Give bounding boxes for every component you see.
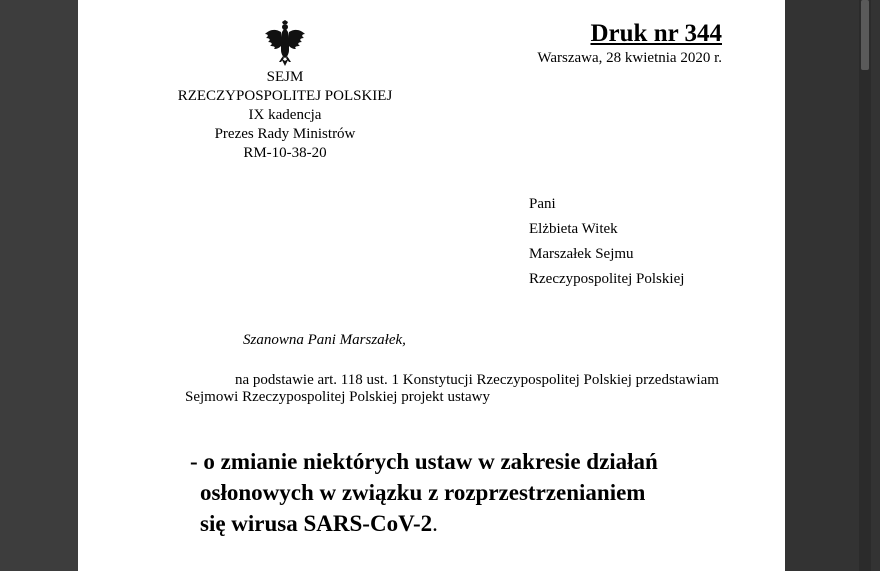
sender-term: IX kadencja xyxy=(248,107,322,123)
addressee-line-4: Rzeczypospolitej Polskiej xyxy=(529,271,685,287)
eagle-emblem-icon xyxy=(263,20,307,66)
vertical-scrollbar[interactable] xyxy=(859,0,871,571)
addressee-line-2: Elżbieta Witek xyxy=(529,221,618,237)
body-paragraph-line-1: na podstawie art. 118 ust. 1 Konstytucji Rzeczypospolitej Polskiej przedstawiam xyxy=(235,372,719,388)
scrollbar-thumb[interactable] xyxy=(861,0,869,70)
bill-title-period: . xyxy=(432,511,438,536)
addressee-line-1: Pani xyxy=(529,196,556,212)
sender-sejm: SEJM xyxy=(266,69,304,85)
bill-title-line-1: - o zmianie niektórych ustaw w zakresie działań xyxy=(190,449,658,474)
body-paragraph-line-2: Sejmowi Rzeczypospolitej Polskiej projekt ustawy xyxy=(185,389,490,405)
sender-office: Prezes Rady Ministrów xyxy=(214,126,356,142)
bill-title-line-3-text: się wirusa SARS-CoV-2 xyxy=(200,511,433,536)
print-number: Druk nr 344 xyxy=(590,20,722,47)
sender-republic: RZECZYPOSPOLITEJ POLSKIEJ xyxy=(177,88,393,104)
sender-reference: RM-10-38-20 xyxy=(243,145,327,161)
salutation: Szanowna Pani Marszałek, xyxy=(243,332,406,348)
bill-title-line-3 xyxy=(200,511,438,537)
document-date: Warszawa, 28 kwietnia 2020 r. xyxy=(537,50,722,66)
bill-title-line-2: osłonowych w związku z rozprzestrzenianiem xyxy=(200,480,646,505)
addressee-line-3: Marszałek Sejmu xyxy=(529,246,634,262)
